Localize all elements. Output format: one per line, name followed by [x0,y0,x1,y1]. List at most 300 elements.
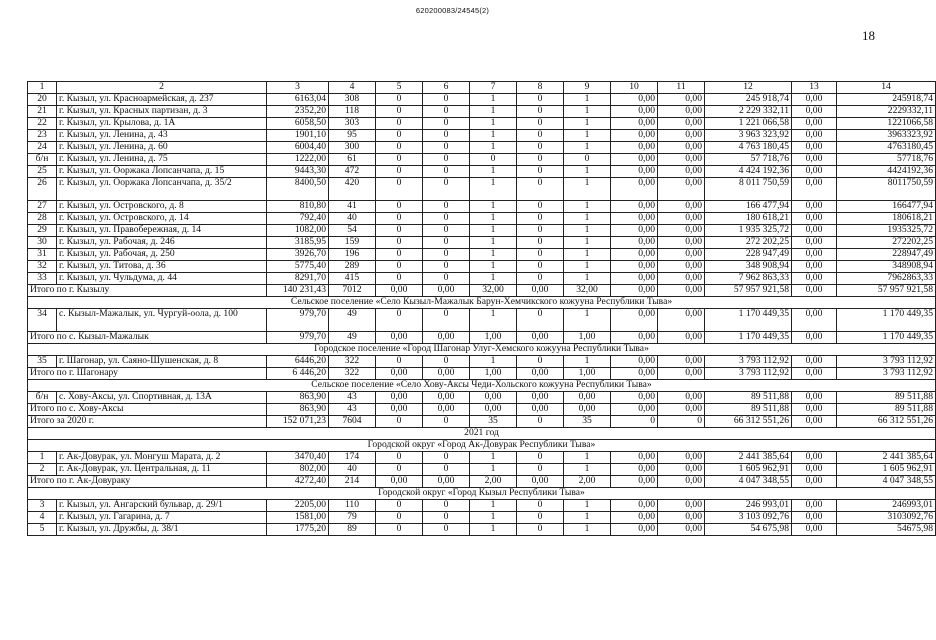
row-number: 3 [28,500,57,512]
value-cell: 0,00 [792,261,837,273]
table-row [28,464,936,476]
subtotal-row [28,404,936,416]
value-cell: 0 [517,166,564,178]
subtotal-value: 0 [517,416,564,428]
value-cell: 420 [329,178,376,201]
row-number: 22 [28,118,57,130]
column-number-cell: 12 [705,82,792,94]
value-cell: 0 [517,178,564,201]
value-cell: 0,00 [658,392,705,404]
subtotal-value: 0,00 [517,368,564,380]
column-number-cell: 1 [28,82,57,94]
value-cell: 3 793 112,92 [705,356,792,368]
value-cell: 0,00 [792,309,837,332]
value-cell: 0 [423,94,470,106]
value-cell: 245918,74 [837,94,936,106]
value-cell: 0 [423,500,470,512]
value-cell: 0,00 [658,225,705,237]
table-row [28,392,936,404]
value-cell: 810,80 [267,201,329,213]
value-cell: 1 [470,166,517,178]
value-cell: 1 [564,261,611,273]
value-cell: 1 [470,273,517,285]
value-cell: 0,00 [792,512,837,524]
column-number-cell: 9 [564,82,611,94]
value-cell: 1 [564,452,611,464]
column-number-cell: 14 [837,82,936,94]
row-number: 33 [28,273,57,285]
value-cell: 0 [376,500,423,512]
address-cell: г. Кызыл, ул. Чульдума, д. 44 [57,273,267,285]
value-cell: 1 [470,178,517,201]
table-row [28,249,936,261]
subtotal-value: 0,00 [423,368,470,380]
table-row [28,500,936,512]
address-cell: г. Кызыл, ул. Ленина, д. 75 [57,154,267,166]
row-number: 29 [28,225,57,237]
subtotal-row [28,368,936,380]
address-cell: г. Ак-Довурак, ул. Монгуш Марата, д. 2 [57,452,267,464]
value-cell: 0,00 [658,94,705,106]
subtotal-value: 1 170 449,35 [705,332,792,344]
value-cell: 0 [423,309,470,332]
column-number-header [28,82,936,94]
value-cell: 1 [564,142,611,154]
value-cell: 1 [470,94,517,106]
value-cell: 1 [564,356,611,368]
value-cell: 3 793 112,92 [837,356,936,368]
value-cell: 3103092,76 [837,512,936,524]
column-number-cell: 13 [792,82,837,94]
value-cell: 54 [329,225,376,237]
subtotal-value: 66 312 551,26 [705,416,792,428]
subtotal-value: 979,70 [267,332,329,344]
value-cell: 40 [329,213,376,225]
value-cell: 1 [470,452,517,464]
value-cell: 2229332,11 [837,106,936,118]
value-cell: 802,00 [267,464,329,476]
value-cell: 0,00 [658,166,705,178]
value-cell: 8400,50 [267,178,329,201]
value-cell: 863,90 [267,392,329,404]
value-cell: 110 [329,500,376,512]
value-cell: 0,00 [658,201,705,213]
value-cell: 2 441 385,64 [837,452,936,464]
subtotal-row [28,332,936,344]
subtotal-value: 35 [470,416,517,428]
value-cell: 0,00 [611,142,658,154]
value-cell: 792,40 [267,213,329,225]
value-cell: 0,00 [658,464,705,476]
value-cell: 0,00 [792,94,837,106]
value-cell: 0,00 [792,237,837,249]
row-number: 28 [28,213,57,225]
value-cell: 0,00 [792,464,837,476]
value-cell: 0,00 [611,261,658,273]
value-cell: 6004,40 [267,142,329,154]
value-cell: 95 [329,130,376,142]
value-cell: 1 605 962,91 [705,464,792,476]
value-cell: 0,00 [792,524,837,536]
subtotal-value: 3 793 112,92 [705,368,792,380]
subtotal-value: 4 047 348,55 [837,476,936,488]
subtotal-value: 0,00 [792,416,837,428]
value-cell: 0,00 [658,118,705,130]
value-cell: 322 [329,356,376,368]
value-cell: 1222,00 [267,154,329,166]
subtotal-value: 0,00 [611,332,658,344]
value-cell: 3470,40 [267,452,329,464]
value-cell: 300 [329,142,376,154]
value-cell: 159 [329,237,376,249]
table-row [28,225,936,237]
subtotal-value: 4 047 348,55 [705,476,792,488]
value-cell: 0 [517,309,564,332]
subtotal-value: 0,00 [564,404,611,416]
value-cell: 0 [376,118,423,130]
table-row [28,512,936,524]
subtotal-value: 32,00 [470,285,517,297]
value-cell: 979,70 [267,309,329,332]
subtotal-label: Итого по г. Ак-Довураку [28,476,267,488]
row-number: 4 [28,512,57,524]
value-cell: 0 [423,261,470,273]
value-cell: 0 [517,500,564,512]
value-cell: 1 [564,500,611,512]
address-cell: г. Кызыл, ул. Рабочая, д. 250 [57,249,267,261]
value-cell: 89 [329,524,376,536]
value-cell: 0 [376,464,423,476]
value-cell: 57718,76 [837,154,936,166]
section-heading: 2021 год [28,428,936,440]
value-cell: 0 [376,512,423,524]
value-cell: 1 [564,213,611,225]
address-cell: г. Кызыл, ул. Титова, д. 36 [57,261,267,273]
row-number: 25 [28,166,57,178]
value-cell: 4 424 192,36 [705,166,792,178]
address-cell: г. Шагонар, ул. Саяно-Шушенская, д. 8 [57,356,267,368]
value-cell: 0,00 [792,500,837,512]
value-cell: 1 [564,237,611,249]
value-cell: 3 963 323,92 [705,130,792,142]
value-cell: 8 011 750,59 [705,178,792,201]
column-number-cell: 5 [376,82,423,94]
table-row [28,213,936,225]
subtotal-value: 152 071,23 [267,416,329,428]
value-cell: 246993,01 [837,500,936,512]
subtotal-label: Итого по г. Шагонару [28,368,267,380]
section-heading-row [28,297,936,309]
value-cell: 0 [376,356,423,368]
value-cell: 0,00 [658,130,705,142]
value-cell: 1 [470,261,517,273]
value-cell: 0 [517,249,564,261]
value-cell: 1 [470,524,517,536]
value-cell: 1 [564,201,611,213]
table-row [28,356,936,368]
value-cell: 0 [376,452,423,464]
value-cell: 166 477,94 [705,201,792,213]
row-number: 35 [28,356,57,368]
subtotal-value: 1,00 [470,332,517,344]
value-cell: 0 [376,249,423,261]
value-cell: 6163,04 [267,94,329,106]
subtotal-value: 0,00 [376,368,423,380]
value-cell: 41 [329,201,376,213]
column-number-cell: 8 [517,82,564,94]
value-cell: 0 [423,201,470,213]
value-cell: 0 [517,94,564,106]
subtotal-value: 43 [329,404,376,416]
value-cell: 7962863,33 [837,273,936,285]
value-cell: 0,00 [611,213,658,225]
value-cell: 2 441 385,64 [705,452,792,464]
value-cell: 0,00 [611,225,658,237]
subtotal-value: 0,00 [792,476,837,488]
subtotal-value: 0,00 [517,476,564,488]
subtotal-value: 32,00 [564,285,611,297]
value-cell: 0 [517,213,564,225]
subtotal-value: 0,00 [792,368,837,380]
value-cell: 0,00 [611,464,658,476]
value-cell: 272202,25 [837,237,936,249]
table-row [28,118,936,130]
value-cell: 0 [423,356,470,368]
value-cell: 0,00 [611,178,658,201]
subtotal-value: 0,00 [611,476,658,488]
subtotal-value: 0 [658,416,705,428]
value-cell: 4763180,45 [837,142,936,154]
value-cell: 2352,20 [267,106,329,118]
value-cell: 54675,98 [837,524,936,536]
subtotal-value: 4272,40 [267,476,329,488]
value-cell: 180 618,21 [705,213,792,225]
value-cell: 0 [376,178,423,201]
table-row [28,237,936,249]
value-cell: 0 [423,118,470,130]
row-number: 2 [28,464,57,476]
document-id: 620200083/24545(2) [415,6,490,15]
value-cell: 1 605 962,91 [837,464,936,476]
section-heading-row [28,488,936,500]
value-cell: 1 [564,118,611,130]
section-heading: Городской округ «Город Кызыл Республики Тыва» [28,488,936,500]
value-cell: 303 [329,118,376,130]
value-cell: 0 [517,512,564,524]
table-row [28,261,936,273]
value-cell: 0 [376,106,423,118]
table-row [28,94,936,106]
value-cell: 0,00 [611,356,658,368]
value-cell: 49 [329,309,376,332]
value-cell: 0 [423,512,470,524]
row-number: б/н [28,392,57,404]
section-heading-row [28,344,936,356]
value-cell: 0,00 [792,356,837,368]
value-cell: 0,00 [792,273,837,285]
value-cell: 0,00 [792,154,837,166]
value-cell: 0,00 [611,309,658,332]
value-cell: 0 [423,130,470,142]
value-cell: 0,00 [517,392,564,404]
value-cell: 0 [423,237,470,249]
value-cell: 1 [470,249,517,261]
subtotal-value: 1,00 [564,368,611,380]
value-cell: 174 [329,452,376,464]
value-cell: 0,00 [792,166,837,178]
subtotal-value: 0,00 [517,404,564,416]
value-cell: 0,00 [658,154,705,166]
value-cell: 0 [423,213,470,225]
subtotal-row [28,285,936,297]
row-number: 32 [28,261,57,273]
address-cell: г. Кызыл, ул. Ооржака Лопсанчапа, д. 35/2 [57,178,267,201]
value-cell: 1 [564,309,611,332]
column-number-cell: 4 [329,82,376,94]
value-cell: 1 [564,512,611,524]
subtotal-value: 0,00 [658,404,705,416]
value-cell: 0 [423,142,470,154]
row-number: б/н [28,154,57,166]
value-cell: 0 [517,225,564,237]
value-cell: 0,00 [658,452,705,464]
value-cell: 289 [329,261,376,273]
value-cell: 0,00 [658,237,705,249]
subtotal-value: 0,00 [470,404,517,416]
subtotal-value: 89 511,88 [705,404,792,416]
subtotal-value: 0,00 [658,476,705,488]
value-cell: 1 [564,178,611,201]
subtotal-value: 89 511,88 [837,404,936,416]
value-cell: 0,00 [611,452,658,464]
value-cell: 415 [329,273,376,285]
subtotal-value: 49 [329,332,376,344]
value-cell: 0 [517,464,564,476]
column-number-cell: 2 [57,82,267,94]
value-cell: 4424192,36 [837,166,936,178]
value-cell: 7 962 863,33 [705,273,792,285]
value-cell: 1 935 325,72 [705,225,792,237]
value-cell: 1 170 449,35 [705,309,792,332]
value-cell: 0 [517,261,564,273]
row-number: 30 [28,237,57,249]
register-table-body [28,82,936,536]
subtotal-value: 0,00 [423,404,470,416]
address-cell: г. Кызыл, ул. Ленина, д. 60 [57,142,267,154]
subtotal-value: 7012 [329,285,376,297]
subtotal-value: 57 957 921,58 [837,285,936,297]
subtotal-value: 1,00 [470,368,517,380]
value-cell: 0 [517,273,564,285]
value-cell: 0 [423,273,470,285]
value-cell: 1082,00 [267,225,329,237]
address-cell: г. Кызыл, ул. Островского, д. 14 [57,213,267,225]
value-cell: 0 [470,154,517,166]
subtotal-value: 3 793 112,92 [837,368,936,380]
row-number: 23 [28,130,57,142]
subtotal-value: 0,00 [792,285,837,297]
table-row [28,309,936,332]
value-cell: 0,00 [611,249,658,261]
value-cell: 1 [470,512,517,524]
value-cell: 89 511,88 [837,392,936,404]
value-cell: 4 763 180,45 [705,142,792,154]
value-cell: 0 [376,213,423,225]
value-cell: 0,00 [792,452,837,464]
value-cell: 0,00 [611,94,658,106]
section-heading-row [28,380,936,392]
value-cell: 1 [564,94,611,106]
value-cell: 0,00 [658,261,705,273]
value-cell: 54 675,98 [705,524,792,536]
value-cell: 0 [423,452,470,464]
value-cell: 246 993,01 [705,500,792,512]
value-cell: 0 [376,166,423,178]
value-cell: 43 [329,392,376,404]
value-cell: 0,00 [792,178,837,201]
value-cell: 0,00 [376,392,423,404]
value-cell: 272 202,25 [705,237,792,249]
value-cell: 2205,00 [267,500,329,512]
value-cell: 2 229 332,11 [705,106,792,118]
value-cell: 180618,21 [837,213,936,225]
value-cell: 0,00 [658,142,705,154]
value-cell: 0,00 [611,524,658,536]
value-cell: 0 [517,142,564,154]
value-cell: 0 [517,106,564,118]
value-cell: 118 [329,106,376,118]
row-number: 24 [28,142,57,154]
value-cell: 1 [470,130,517,142]
value-cell: 0 [564,154,611,166]
address-cell: г. Кызыл, ул. Ооржака Лопсанчапа, д. 15 [57,166,267,178]
value-cell: 61 [329,154,376,166]
section-heading-row [28,440,936,452]
value-cell: 0,00 [792,249,837,261]
value-cell: 0,00 [658,249,705,261]
value-cell: 1775,20 [267,524,329,536]
address-cell: г. Кызыл, ул. Крылова, д. 1А [57,118,267,130]
value-cell: 0 [423,178,470,201]
subtotal-value: 1 170 449,35 [837,332,936,344]
value-cell: 228 947,49 [705,249,792,261]
value-cell: 0,00 [792,106,837,118]
value-cell: 0 [423,225,470,237]
table-row [28,106,936,118]
subtotal-value: 863,90 [267,404,329,416]
subtotal-value: 7604 [329,416,376,428]
table-row [28,178,936,201]
value-cell: 0 [517,237,564,249]
value-cell: 1 [564,130,611,142]
value-cell: 0,00 [611,500,658,512]
value-cell: 1 [564,106,611,118]
address-cell: г. Кызыл, ул. Дружбы, д. 38/1 [57,524,267,536]
value-cell: 348 908,94 [705,261,792,273]
value-cell: 0 [376,154,423,166]
value-cell: 0,00 [658,500,705,512]
subtotal-row [28,476,936,488]
value-cell: 0,00 [792,142,837,154]
section-heading: Сельское поселение «Село Хову-Аксы Чеди-Хольского кожууна Республики Тыва» [28,380,936,392]
subtotal-value: 0 [611,416,658,428]
value-cell: 0,00 [611,392,658,404]
value-cell: 472 [329,166,376,178]
value-cell: 348908,94 [837,261,936,273]
section-heading-row [28,428,936,440]
value-cell: 0,00 [792,213,837,225]
value-cell: 0 [376,273,423,285]
